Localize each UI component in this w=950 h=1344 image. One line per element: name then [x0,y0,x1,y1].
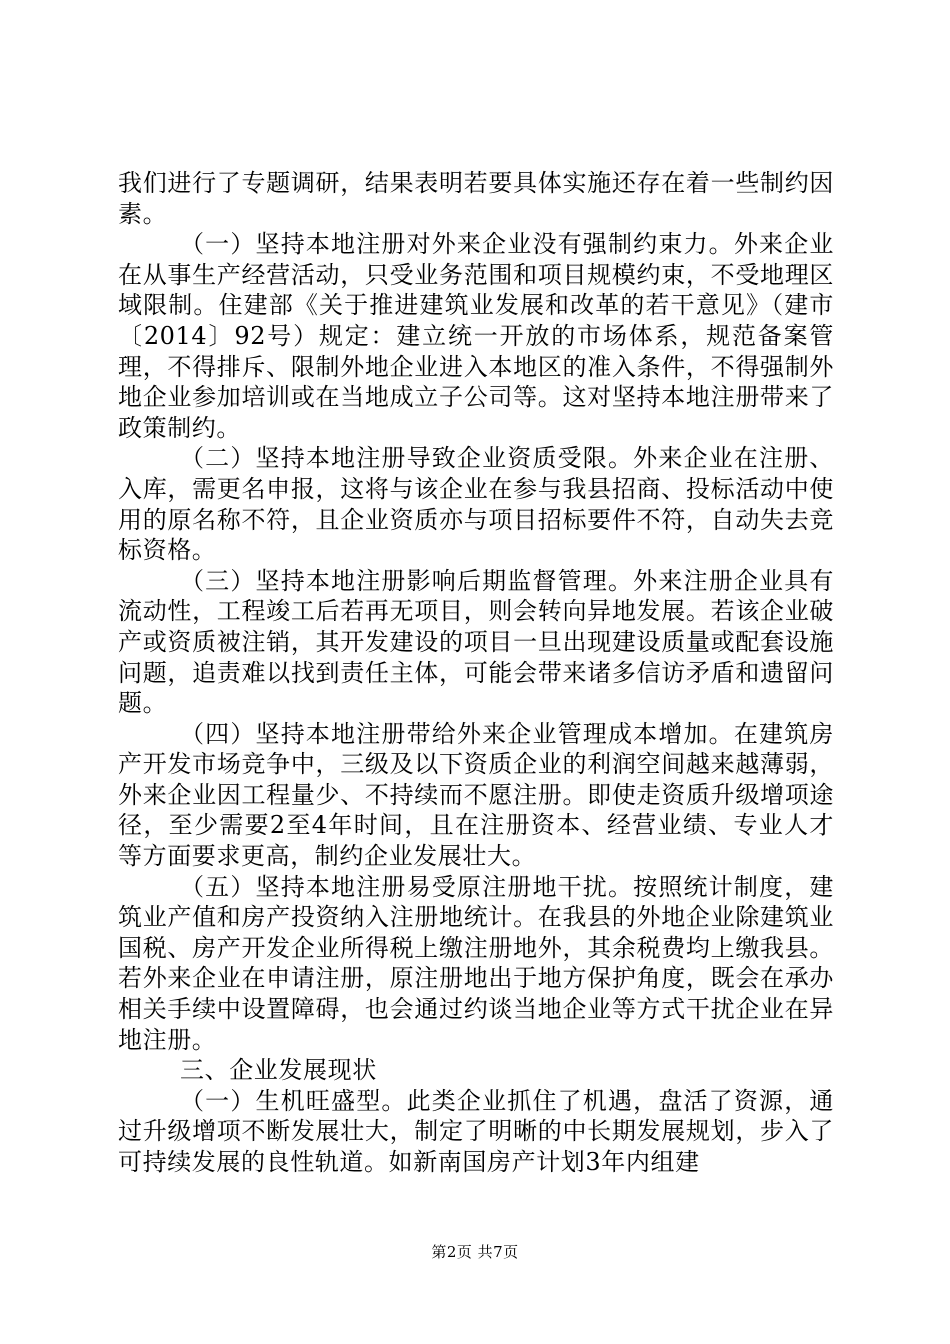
paragraph-constraint-3: （三）坚持本地注册影响后期监督管理。外来注册企业具有流动性，工程竣工后若再无项目，则会转向异地发展。若该企业破产或资质被注销，其开发建设的项目一旦出现建设质量或配套设施问题，追责难以找到责任主体，可能会带来诸多信访矛盾和遗留问题。 [118,566,834,718]
section-heading: 三、企业发展现状 [180,1056,377,1085]
page-footer [0,1242,950,1262]
paragraph-continuation: 我们进行了专题调研，结果表明若要具体实施还存在着一些制约因素。 [118,169,834,228]
document-body [118,168,834,1178]
paragraph-constraint-5: （五）坚持本地注册易受原注册地干扰。按照统计制度，建筑业产值和房产投资纳入注册地统计。在我县的外地企业除建筑业国税、房产开发企业所得税上缴注册地外，其余税费均上缴我县。若外来企业在申请注册，原注册地出于地方保护角度，既会在承办相关手续中设置障碍，也会通过约谈当地企业等方式干扰企业在异地注册。 [118,872,834,1054]
paragraph-constraint-4: （四）坚持本地注册带给外来企业管理成本增加。在建筑房产开发市场竞争中，三级及以下资质企业的利润空间越来越薄弱，外来企业因工程量少、不持续而不愿注册。即使走资质升级增项途径，至少需要2至4年时间，且在注册资本、经营业绩、专业人才等方面要求更高，制约企业发展壮大。 [118,719,834,871]
paragraph-constraint-2: （二）坚持本地注册导致企业资质受限。外来企业在注册、入库，需更名申报，这将与该企业在参与我县招商、投标活动中使用的原名称不符，且企业资质亦与项目招标要件不符，自动失去竞标资格。 [118,444,834,565]
paragraph-status-1: （一）生机旺盛型。此类企业抓住了机遇，盘活了资源，通过升级增项不断发展壮大，制定了明晰的中长期发展规划，步入了可持续发展的良性轨道。如新南国房产计划3年内组建 [118,1086,834,1176]
paragraph-constraint-1: （一）坚持本地注册对外来企业没有强制约束力。外来企业在从事生产经营活动，只受业务范围和项目规模约束，不受地理区域限制。住建部《关于推进建筑业发展和改革的若干意见》（建市〔2014〕92号）规定：建立统一开放的市场体系，规范备案管理，不得排斥、限制外地企业进入本地区的准入条件，不得强制外地企业参加培训或在当地成立子公司等。这对坚持本地注册带来了政策制约。 [118,230,834,442]
page-number: 第2页 共7页 [431,1243,519,1261]
